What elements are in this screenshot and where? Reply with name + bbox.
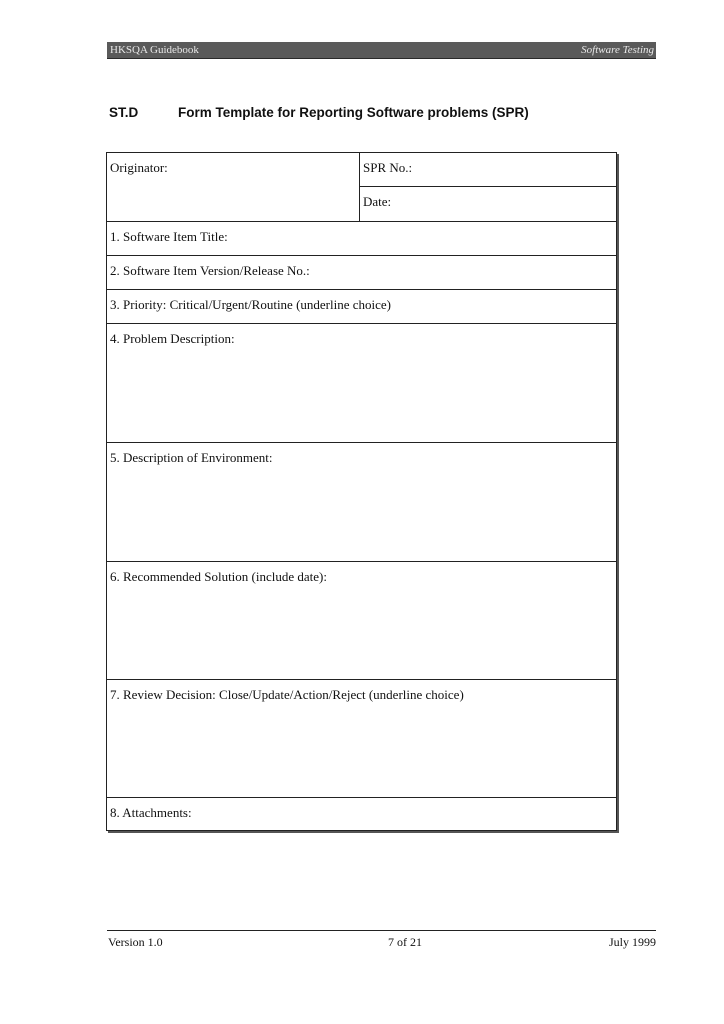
field-environment-description[interactable] [107, 442, 616, 561]
footer-date: July 1999 [608, 935, 656, 949]
page-header-bar [107, 42, 656, 58]
footer-divider [107, 930, 656, 931]
field-label: 6. Recommended Solution (include date): [110, 569, 327, 584]
field-recommended-solution[interactable] [107, 561, 616, 679]
field-priority[interactable] [107, 289, 616, 323]
field-label: 8. Attachments: [110, 805, 192, 820]
field-problem-description[interactable] [107, 323, 616, 442]
originator-label: Originator: [110, 160, 168, 175]
field-software-item-title[interactable] [107, 221, 616, 255]
date-label: Date: [363, 194, 392, 209]
field-attachments[interactable] [107, 797, 616, 830]
spr-no-label: SPR No.: [363, 160, 413, 175]
originator-cell[interactable] [107, 153, 360, 221]
field-label: 1. Software Item Title: [110, 229, 228, 244]
date-cell[interactable] [360, 186, 616, 221]
header-guidebook-title: HKSQA Guidebook [110, 44, 199, 56]
section-title: Form Template for Reporting Software problems (SPR) [178, 105, 529, 120]
field-label: 4. Problem Description: [110, 331, 235, 346]
spr-form [106, 152, 617, 831]
field-label: 2. Software Item Version/Release No.: [110, 263, 310, 278]
header-section-name: Software Testing [581, 44, 654, 56]
field-version-release[interactable] [107, 255, 616, 289]
field-label: 3. Priority: Critical/Urgent/Routine (underline choice) [110, 297, 391, 312]
section-code: ST.D [109, 105, 139, 120]
spr-no-cell[interactable] [360, 153, 616, 186]
field-label: 7. Review Decision: Close/Update/Action/Reject (underline choice) [110, 687, 464, 702]
field-label: 5. Description of Environment: [110, 450, 273, 465]
field-review-decision[interactable] [107, 679, 616, 797]
footer-version: Version 1.0 [108, 935, 163, 949]
footer-page-number: 7 of 21 [388, 935, 422, 949]
